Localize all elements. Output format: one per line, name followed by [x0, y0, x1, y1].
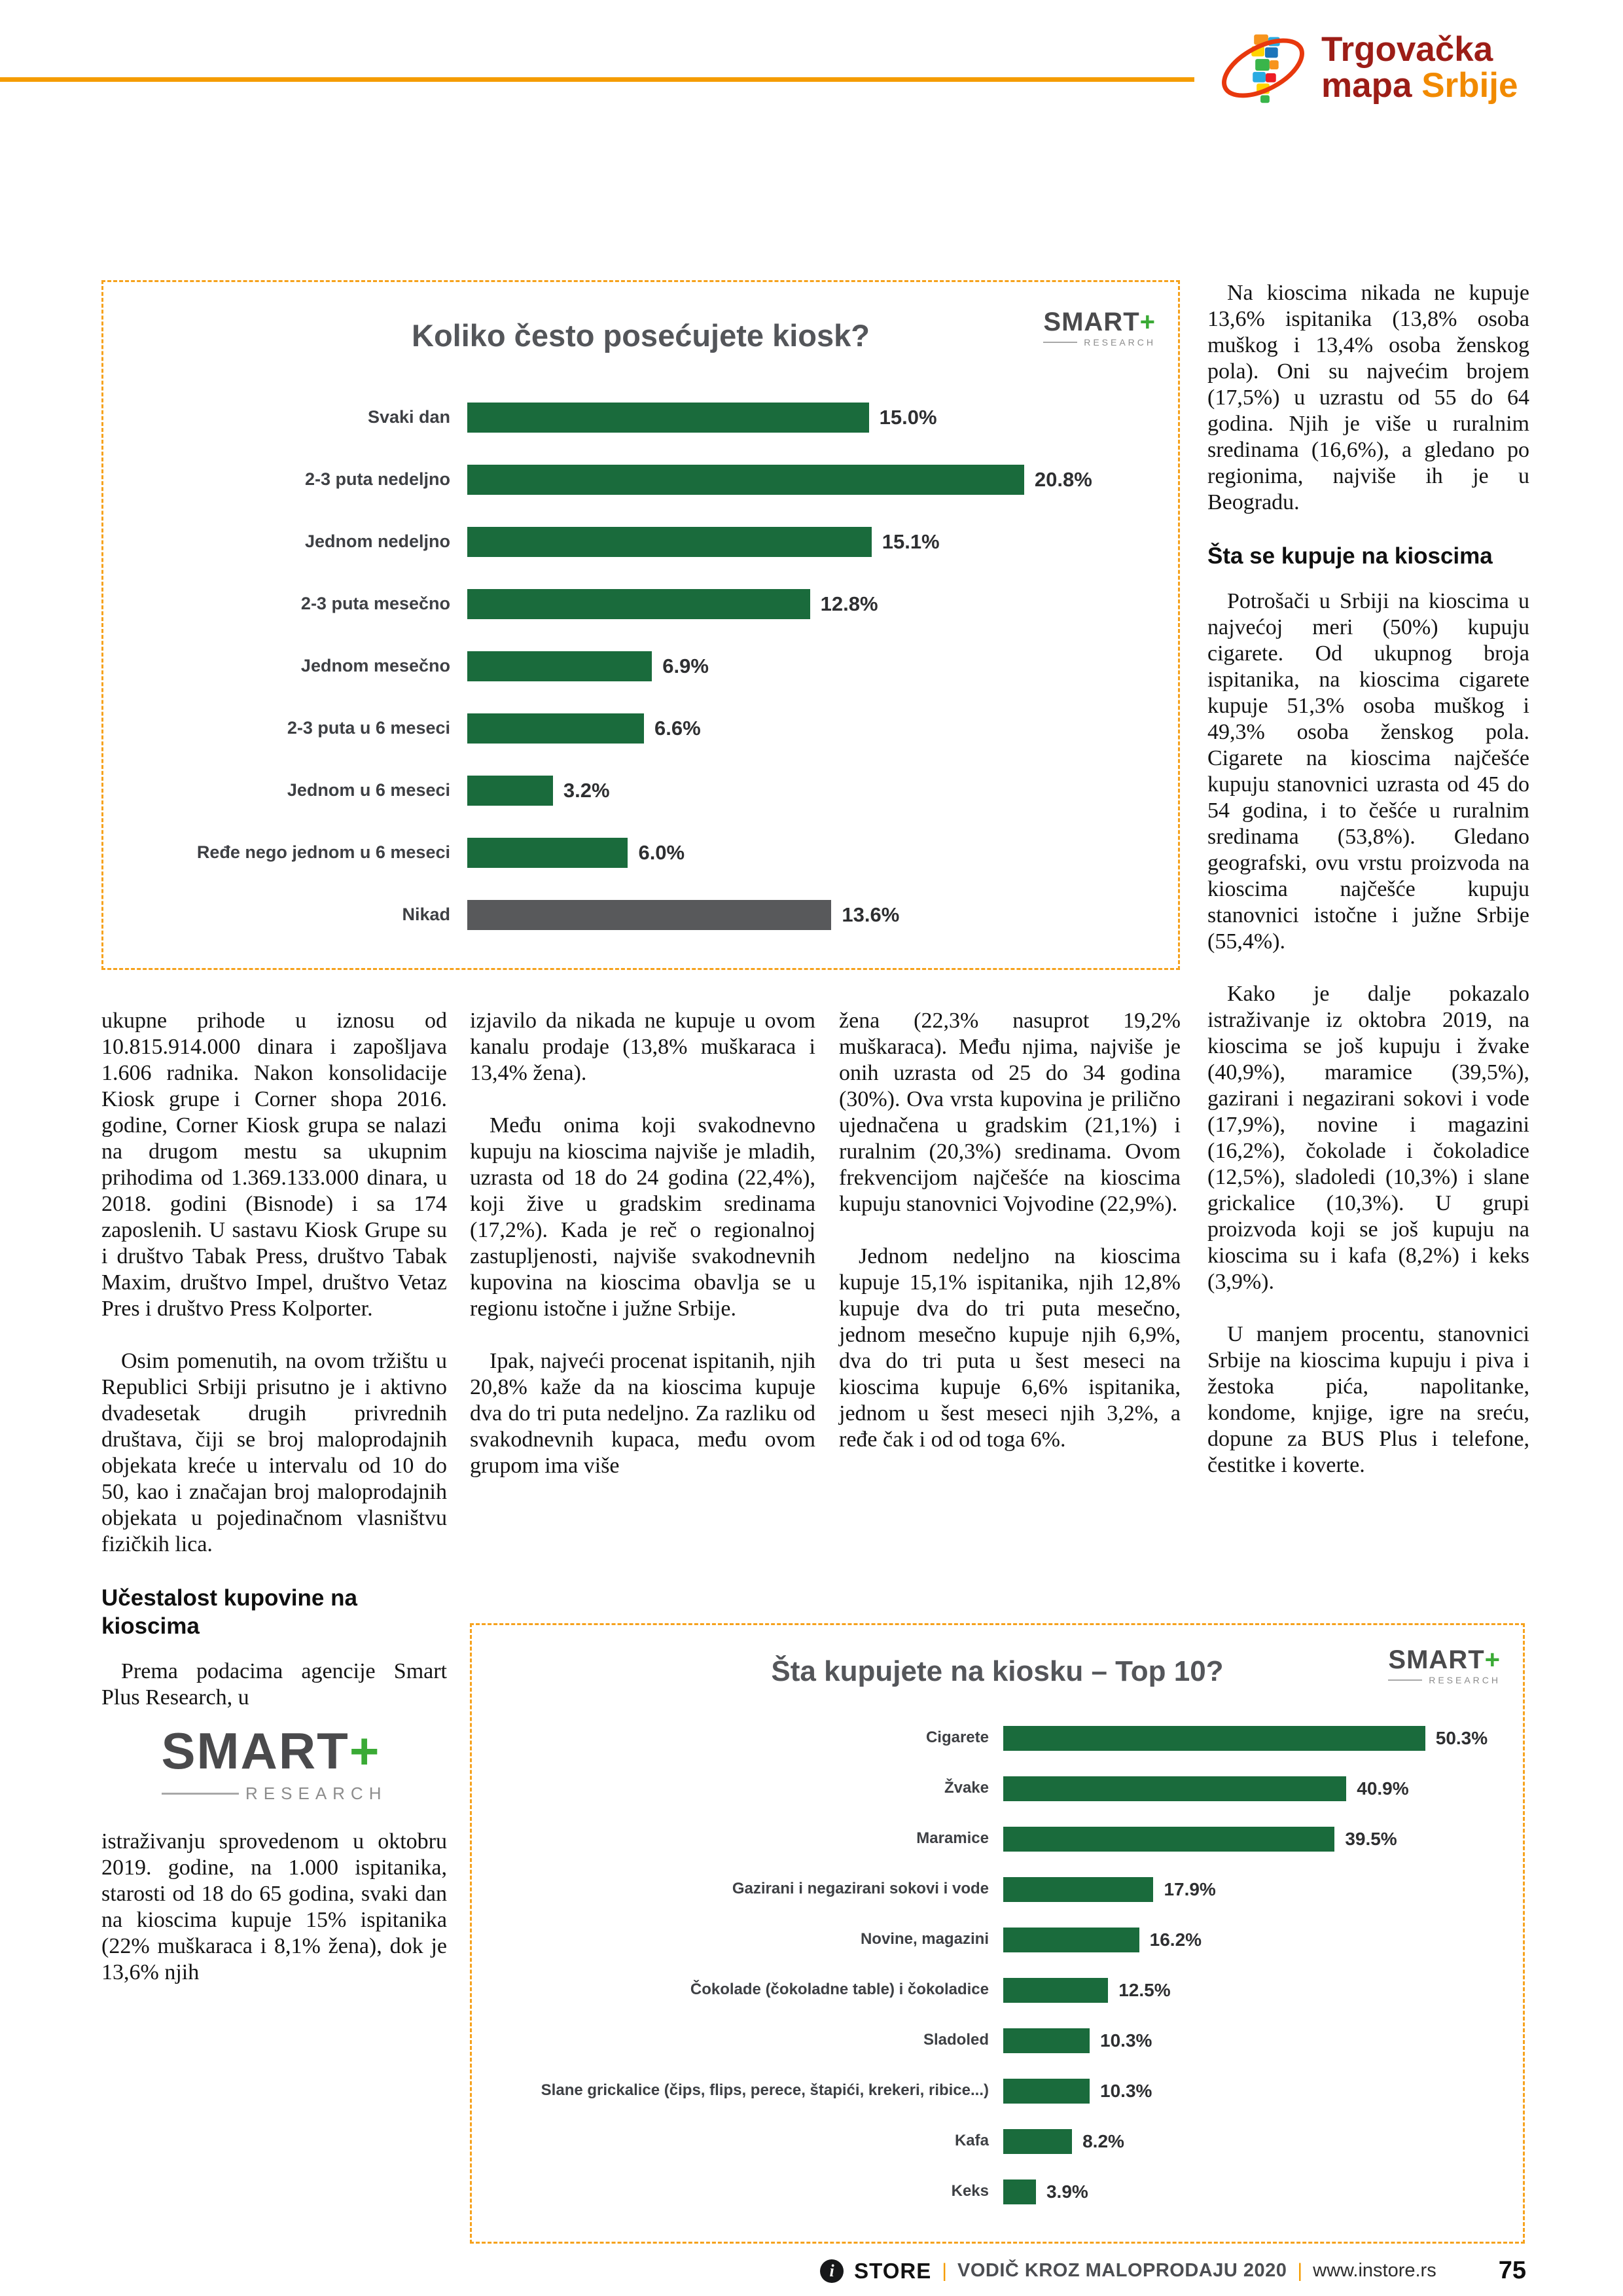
paragraph: istraživanju sprovedenom u oktobru 2019. godine, na 1.000 ispitanika, starosti od 18 do 65 godina, svaki dan na kioscima kupuje 15% ispitanika (22% muškaraca i 8,1% žena), dok je 13,6% njih — [101, 1829, 447, 1985]
bar-category-label: Žvake — [944, 1779, 989, 1797]
paragraph: Kako je dalje pokazalo istraživanje iz oktobra 2019, na kioscima se još kupuju i žvake (40,9%), maramice (39,5%), gazirani i negazirani sokovi i vode (17,9%), novine i magazini (16,2%), čokolade i čokoladice (12,5%), sladoledi (10,3%) i slane grickalice (10,3%). U grupi proizvoda koji se još kupuju na kioscima su i kafa (8,2%) i keks (3,9%). — [1207, 982, 1529, 1294]
bar — [1003, 2179, 1036, 2204]
bar-track — [1003, 1978, 1465, 2003]
bar-row — [491, 1965, 1503, 2015]
bar-value: 8.2% — [1082, 2130, 1124, 2151]
bar-row — [123, 573, 1158, 635]
smart-plus-icon: + — [1139, 308, 1156, 336]
bar-value: 50.3% — [1435, 1727, 1488, 1748]
bar-row — [123, 697, 1158, 759]
section-heading-sta-se-kupuje: Šta se kupuje na kioscima — [1207, 543, 1493, 569]
bar-value: 15.0% — [879, 405, 937, 429]
bar-track — [1003, 2179, 1465, 2204]
bar — [467, 713, 644, 744]
bar-track — [1003, 1776, 1465, 1801]
bar-category-label: Čokolade (čokoladne table) i čokoladice — [690, 1981, 989, 1999]
bar-value: 6.9% — [662, 654, 709, 677]
bar-category-label: Jednom u 6 meseci — [287, 780, 450, 800]
serbia-map-icon — [1214, 22, 1312, 114]
bar-category-label: Keks — [951, 2182, 989, 2200]
chart-header — [123, 308, 1158, 353]
bar — [1003, 1827, 1334, 1852]
bar-row — [123, 448, 1158, 511]
bar-row — [491, 1814, 1503, 1864]
paragraph: izjavilo da nikada ne kupuje u ovom kanalu prodaje (13,8% muškaraca i 13,4% žena). — [470, 1009, 815, 1085]
bar-category-label: 2-3 puta nedeljno — [304, 469, 450, 489]
masthead-srbije: Srbije — [1421, 66, 1518, 105]
bar — [467, 465, 1024, 495]
bar-track — [1003, 1877, 1465, 1902]
bar-track — [1003, 1928, 1465, 1952]
smart-logo-subline — [1388, 1675, 1501, 1685]
bar — [467, 403, 869, 433]
bar — [1003, 2079, 1090, 2104]
smart-research-logo — [1388, 1647, 1501, 1685]
bar — [467, 527, 872, 557]
bar-category-label: Novine, magazini — [860, 1930, 989, 1948]
bar-value: 6.0% — [638, 840, 685, 864]
paragraph: žena (22,3% nasuprot 19,2% muškaraca). Među njima, najviše je onih uzrasta od 25 do 34 godina (30%). Ova vrsta kupovina je prilično ujednačena u gradskim (21,1%) i ruralnim (20,3%) sredinama. Ovom frekvencijom najčešće na kioscima kupuju stanovnici Vojvodine (22,9%). — [839, 1009, 1181, 1216]
bar-row — [491, 2116, 1503, 2166]
smart-logo-subline — [1043, 337, 1156, 348]
paragraph: Na kioscima nikada ne kupuje 13,6% ispitanika (13,8% osoba muškog i 13,4% osoba ženskog pola). Oni su najvećim brojem (17,5%) u uzrastu od 55 do 64 godina. Njih je više u ruralnim sredinama (16,6%), a gledano po regionima, najviše ih je u Beogradu. — [1207, 281, 1529, 514]
bar-value: 6.6% — [654, 716, 701, 740]
bar — [1003, 2129, 1072, 2154]
bar-track — [1003, 2129, 1465, 2154]
footer-group — [820, 2259, 1436, 2284]
chart-visit-frequency — [101, 280, 1180, 970]
smart-logo-rule — [1043, 342, 1077, 343]
bar-category-label: Jednom mesečno — [300, 655, 450, 675]
smart-research-logo — [1043, 310, 1156, 348]
text-column-4 — [1207, 280, 1529, 1505]
bar-row — [123, 511, 1158, 573]
bar-category-label: Nikad — [402, 904, 450, 924]
footer-separator: | — [942, 2259, 948, 2282]
bar-row — [123, 884, 1158, 946]
smart-logo-text: SMART — [1043, 308, 1140, 336]
bar-value: 12.5% — [1118, 1979, 1171, 2000]
paragraph: ukupne prihode u iznosu od 10.815.914.000 dinara i zapošljava 1.606 radnika. Nakon konsolidacije Kiosk grupe i Corner shopa 2016. godine, Corner Kiosk grupa se nalazi na drugom mestu sa ukupnim prihodima od 1.369.133.000 dinara, u 2018. godini (Bisnode) i sa 174 zaposlenih. U sastavu Kiosk Grupe su i društvo Tabak Press, društvo Tabak Maxim, društvo Impel, društvo Vetaz Pres i društvo Press Kolporter. — [101, 1009, 447, 1321]
bar-category-label: Slane grickalice (čips, flips, perece, štapići, krekeri, ribice...) — [541, 2081, 989, 2100]
bar — [1003, 1726, 1425, 1751]
text-column-2 — [470, 1008, 815, 1505]
footer-brand: STORE — [854, 2258, 932, 2283]
instore-icon: i — [820, 2259, 844, 2283]
smart-logo-text: SMART — [161, 1722, 349, 1780]
bar — [467, 776, 553, 806]
chart-top10-purchases — [470, 1623, 1525, 2244]
footer-separator: | — [1297, 2259, 1303, 2282]
bar-value: 12.8% — [820, 592, 878, 615]
bar-track — [1003, 2079, 1465, 2104]
bar-chart-visit-frequency — [123, 386, 1158, 946]
smart-research-text: RESEARCH — [1084, 337, 1156, 348]
bar-track — [467, 527, 1056, 557]
smart-plus-icon: + — [1484, 1645, 1501, 1674]
bar-category-label: Ređe nego jednom u 6 meseci — [196, 842, 450, 862]
trgovacka-mapa-srbije-logo — [1214, 17, 1561, 119]
bar-value: 3.9% — [1046, 2181, 1088, 2202]
bar-track — [467, 589, 1056, 619]
bar — [1003, 1928, 1139, 1952]
bar-track — [467, 776, 1056, 806]
bar-row — [491, 2015, 1503, 2066]
bar-category-label: Maramice — [916, 1829, 989, 1848]
bar-category-label: Jednom nedeljno — [304, 531, 450, 551]
bar — [1003, 1978, 1108, 2003]
bar-value: 15.1% — [882, 529, 940, 553]
bar-row — [491, 1864, 1503, 1914]
text-column-1 — [101, 1008, 447, 2012]
bar-track — [467, 651, 1056, 681]
page-number: 75 — [1498, 2257, 1526, 2284]
bar-value: 10.3% — [1100, 2080, 1152, 2101]
bar-value: 13.6% — [842, 903, 900, 926]
bar-row — [123, 821, 1158, 884]
smart-logo-subline — [162, 1780, 387, 1806]
bar — [467, 838, 628, 868]
smart-logo-rule — [162, 1793, 240, 1795]
chart-title: Šta kupujete na kiosku – Top 10? — [771, 1655, 1224, 1687]
paragraph: Jednom nedeljno na kioscima kupuje 15,1% ispitanika, njih 12,8% kupuje dva do tri puta mesečno, jednom mesečno kupuje njih 6,9%, dva do tri puta u šest meseci na kioscima kupuje 6,6% ispitanika, jednom u šest meseci njih 3,2%, a ređe čak i od od toga 6%. — [839, 1244, 1181, 1452]
bar — [1003, 1776, 1346, 1801]
bar — [467, 651, 652, 681]
footer-url: www.instore.rs — [1313, 2260, 1436, 2281]
bar-track — [1003, 1827, 1465, 1852]
paragraph: Osim pomenutih, na ovom tržištu u Republici Srbiji prisutno je i aktivno dvadesetak drugih privrednih društava, čiji se broj maloprodajnih objekata kreće u intervalu od 10 do 50, kao i značajan broj maloprodajnih objekata u pojedinačnom vlasništvu fizičkih lica. — [101, 1349, 447, 1556]
bar-track — [467, 900, 1056, 930]
bar — [1003, 1877, 1153, 1902]
smart-logo-wordmark — [1388, 1647, 1501, 1672]
masthead-mapa: mapa — [1321, 66, 1412, 105]
bar-row — [491, 1763, 1503, 1814]
smart-research-logo — [161, 1722, 387, 1806]
bar-category-label: Gazirani i negazirani sokovi i vode — [732, 1880, 989, 1898]
smart-logo-text: SMART — [1388, 1645, 1485, 1674]
bar-row — [123, 386, 1158, 448]
bar-row — [491, 1713, 1503, 1763]
masthead-line1: Trgovačka — [1321, 30, 1493, 69]
bar-value: 20.8% — [1034, 467, 1092, 491]
bar — [1003, 2028, 1090, 2053]
bar-category-label: Sladoled — [923, 2031, 989, 2049]
bar-category-label: Svaki dan — [367, 406, 450, 427]
bar-track — [467, 838, 1056, 868]
smart-logo-rule — [1388, 1679, 1422, 1681]
smart-research-text: RESEARCH — [245, 1784, 387, 1804]
chart-title: Koliko često posećujete kiosk? — [412, 318, 870, 353]
bar-track — [467, 713, 1056, 744]
bar-track — [1003, 2028, 1465, 2053]
bar-value: 40.9% — [1357, 1778, 1409, 1799]
footer-guide-title: VODIČ KROZ MALOPRODAJU 2020 — [957, 2260, 1287, 2281]
bar-row — [123, 635, 1158, 697]
masthead-line2 — [1321, 68, 1518, 104]
text-column-3 — [839, 1008, 1181, 1479]
bar-value: 16.2% — [1149, 1929, 1202, 1950]
masthead-wordmark — [1321, 32, 1518, 103]
bar-category-label: 2-3 puta mesečno — [300, 593, 450, 613]
bar-track — [467, 403, 1056, 433]
bar-track — [467, 465, 1092, 495]
paragraph: Prema podacima agencije Smart Plus Research, u — [101, 1659, 447, 1710]
bar-row — [491, 1914, 1503, 1965]
chart-header — [491, 1645, 1503, 1688]
smart-plus-icon: + — [349, 1722, 381, 1780]
bar — [467, 589, 810, 619]
bar-chart-top10-purchases — [491, 1713, 1503, 2217]
paragraph: Ipak, najveći procenat ispitanih, njih 20,8% kaže da na kioscima kupuje dva do tri puta nedeljno. Za razliku od svakodnevnih kupaca, među ovom grupom ima više — [470, 1349, 815, 1478]
bar-category-label: 2-3 puta u 6 meseci — [287, 717, 450, 738]
bar-value: 39.5% — [1345, 1828, 1397, 1849]
bar-row — [491, 2166, 1503, 2217]
bar-category-label: Kafa — [954, 2132, 989, 2150]
paragraph: U manjem procentu, stanovnici Srbije na kioscima kupuju i piva i žestoka pića, napolitanke, kondome, knjige, igre na sreću, dopune za BUS Plus i telefone, čestitke i koverte. — [1207, 1322, 1529, 1477]
bar-value: 3.2% — [563, 778, 610, 802]
bar-category-label: Cigarete — [925, 1729, 989, 1747]
smart-research-text: RESEARCH — [1429, 1675, 1501, 1685]
smart-logo-wordmark — [161, 1722, 387, 1780]
smart-logo-wordmark — [1043, 310, 1156, 334]
paragraph: Potrošači u Srbiji na kioscima u najvećoj meri (50%) kupuju cigarete. Od ukupnog broja ispitanika, na kioscima cigarete kupuje 51,3% osoba muškog i 49,3% osoba ženskog pola. Cigarete na kioscima najčešće kupuju stanovnici uzrasta od 45 do 54 godina, i to češće u ruralnim sredinama (53,8%). Gledano geografski, ovu vrstu proizvoda na kioscima najčešće kupuju stanovnici istočne i južne Srbije (55,4%). — [1207, 589, 1529, 954]
top-orange-rule — [0, 77, 1194, 82]
section-heading-ucestalost-kupovine: Učestalost kupovine na kioscima — [101, 1585, 357, 1639]
bar-row — [123, 759, 1158, 821]
bar-row — [491, 2066, 1503, 2116]
bar-track — [1003, 1726, 1488, 1751]
paragraph: Među onima koji svakodnevno kupuju na kioscima najviše je mladih, uzrasta od 18 do 24 godina (22,4%), koji žive u gradskim sredinama (17,2%). Kada je reč o regionalnoj zastupljenosti, najviše svakodnevnih kupovina na kioscima obavlja se u regionu istočne i južne Srbije. — [470, 1113, 815, 1321]
bar-value: 10.3% — [1100, 2030, 1152, 2051]
bar-value: 17.9% — [1164, 1878, 1216, 1899]
bar — [467, 900, 831, 930]
page-footer — [0, 2257, 1526, 2285]
